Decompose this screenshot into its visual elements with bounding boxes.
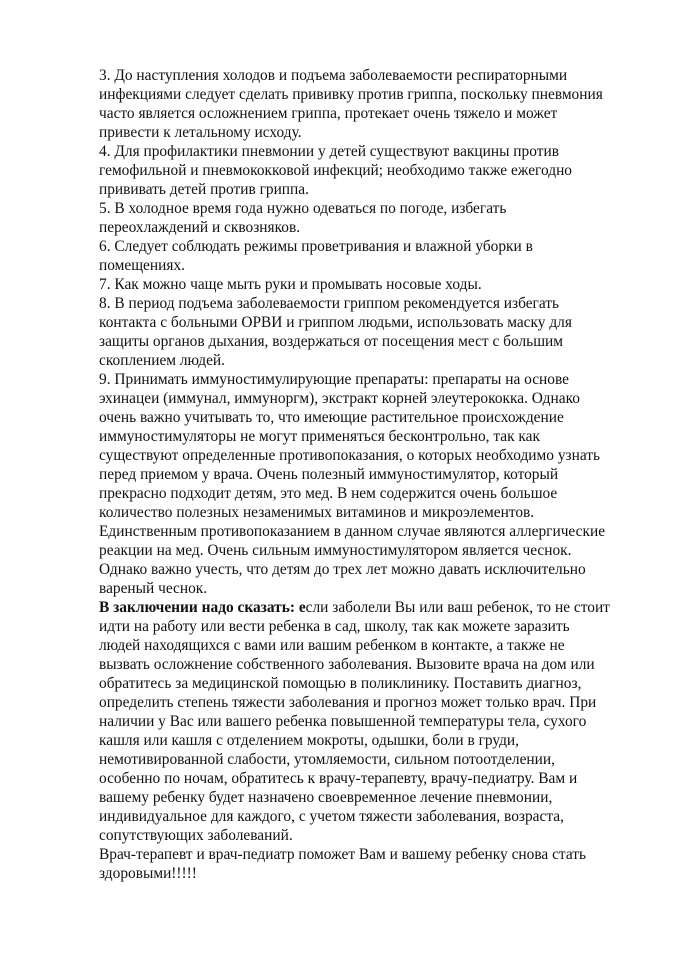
text-line <box>99 693 659 712</box>
text-line <box>99 522 659 541</box>
text-line <box>99 731 659 750</box>
conclusion-heading: В заключении надо сказать: е <box>99 599 306 616</box>
text-line <box>99 104 659 123</box>
text-line <box>99 199 659 218</box>
text-line <box>99 180 659 199</box>
text-line <box>99 313 659 332</box>
text-line-content: немотивированной слабости, утомляемости, сильном потоотделении, <box>99 751 555 768</box>
text-line-content: скоплением людей. <box>99 352 226 369</box>
text-line-content: прививать детей против гриппа. <box>99 181 309 198</box>
text-line-content: помещениях. <box>99 257 185 274</box>
text-line-content: определить степень тяжести заболевания и прогноз может только врач. При <box>99 694 597 711</box>
text-line-content: 4. Для профилактики пневмонии у детей существуют вакцины против <box>99 143 559 160</box>
text-line-content: наличии у Вас или вашего ребенка повышенной температуры тела, сухого <box>99 713 587 730</box>
text-line-content: 3. До наступления холодов и подъема заболеваемости респираторными <box>99 67 568 84</box>
text-line <box>99 826 659 845</box>
text-line <box>99 66 659 85</box>
text-line <box>99 655 659 674</box>
text-line-content: переохлаждений и сквозняков. <box>99 219 301 236</box>
text-line <box>99 579 659 598</box>
text-line-content: прекрасно подходит детям, это мед. В нем содержится очень большое <box>99 485 558 502</box>
text-line <box>99 560 659 579</box>
text-line-content: людей находящихся с вами или вашим ребенком в контакте, а также не <box>99 637 565 654</box>
text-line <box>99 674 659 693</box>
text-line-content: Врач-терапевт и врач-педиатр поможет Вам и вашему ребенку снова стать <box>99 846 586 863</box>
text-line <box>99 218 659 237</box>
text-line-content: 8. В период подъема заболеваемости гриппом рекомендуется избегать <box>99 295 560 312</box>
text-line <box>99 864 659 883</box>
text-line-content: 7. Как можно чаще мыть руки и промывать носовые ходы. <box>99 276 482 293</box>
text-line-content: контакта с больными ОРВИ и гриппом людьми, использовать маску для <box>99 314 572 331</box>
text-line <box>99 446 659 465</box>
text-line-content: 9. Принимать иммуностимулирующие препараты: препараты на основе <box>99 371 569 388</box>
text-line-content: идти на работу или вести ребенка в сад, школу, так как можете заразить <box>99 618 570 635</box>
text-line-content: количество полезных незаменимых витаминов и микроэлементов. <box>99 504 535 521</box>
text-line-content: 6. Следует соблюдать режимы проветривания и влажной уборки в <box>99 238 533 255</box>
text-line-content: кашля или кашля с отделением мокроты, одышки, боли в груди, <box>99 732 520 749</box>
text-line-content: перед приемом у врача. Очень полезный иммуностимулятор, который <box>99 466 559 483</box>
text-line <box>99 636 659 655</box>
text-line <box>99 142 659 161</box>
text-line <box>99 389 659 408</box>
text-line-content: реакции на мед. Очень сильным иммуностимулятором является чеснок. <box>99 542 572 559</box>
text-line <box>99 294 659 313</box>
text-line <box>99 85 659 104</box>
text-line-content: эхинацеи (иммунал, иммуноргм), экстракт корней элеутерококка. Однако <box>99 390 580 407</box>
document-body-text <box>99 66 659 883</box>
text-line <box>99 541 659 560</box>
text-line <box>99 769 659 788</box>
text-line-content: часто является осложнением гриппа, протекает очень тяжело и может <box>99 105 558 122</box>
text-line <box>99 123 659 142</box>
text-line <box>99 712 659 731</box>
text-line-content: вареный чеснок. <box>99 580 208 597</box>
text-line-content: вызвать осложнение собственного заболевания. Вызовите врача на дом или <box>99 656 595 673</box>
text-line-content: Однако важно учесть, что детям до трех лет можно давать исключительно <box>99 561 586 578</box>
text-line <box>99 408 659 427</box>
text-line-content: индивидуальное для каждого, с учетом тяжести заболевания, возраста, <box>99 808 564 825</box>
text-line <box>99 427 659 446</box>
text-line <box>99 598 659 617</box>
text-line-content: сопутствующих заболеваний. <box>99 827 293 844</box>
text-line <box>99 256 659 275</box>
text-line-content: вашему ребенку будет назначено своевременное лечение пневмонии, <box>99 789 553 806</box>
text-line <box>99 161 659 180</box>
text-line <box>99 750 659 769</box>
text-line-content: особенно по ночам, обратитесь к врачу-терапевту, врачу-педиатру. Вам и <box>99 770 578 787</box>
text-line <box>99 237 659 256</box>
text-line-content: 5. В холодное время года нужно одеваться по погоде, избегать <box>99 200 507 217</box>
text-line-content: иммуностимуляторы не могут применяться бесконтрольно, так как <box>99 428 540 445</box>
text-line-content: обратитесь за медицинской помощью в поликлинику. Поставить диагноз, <box>99 675 582 692</box>
text-line <box>99 351 659 370</box>
text-line-content: существуют определенные противопоказания, о которых необходимо узнать <box>99 447 601 464</box>
text-line <box>99 617 659 636</box>
text-line <box>99 807 659 826</box>
text-line <box>99 503 659 522</box>
text-line-content: очень важно учитывать то, что имеющие растительное происхождение <box>99 409 564 426</box>
text-line-content: сли заболели Вы или ваш ребенок, то не стоит <box>305 599 610 616</box>
text-line-content: инфекциями следует сделать прививку против гриппа, поскольку пневмония <box>99 86 603 103</box>
text-line <box>99 484 659 503</box>
text-line <box>99 332 659 351</box>
text-line-content: гемофильной и пневмококковой инфекций; необходимо также ежегодно <box>99 162 572 179</box>
text-line-content: здоровыми!!!!! <box>99 865 197 882</box>
text-line <box>99 275 659 294</box>
text-line <box>99 465 659 484</box>
text-line <box>99 845 659 864</box>
text-line-content: Единственным противопоказанием в данном случае являются аллергические <box>99 523 606 540</box>
text-line <box>99 370 659 389</box>
text-line <box>99 788 659 807</box>
text-line-content: защиты органов дыхания, воздержаться от посещения мест с большим <box>99 333 564 350</box>
text-line-content: привести к летальному исходу. <box>99 124 302 141</box>
